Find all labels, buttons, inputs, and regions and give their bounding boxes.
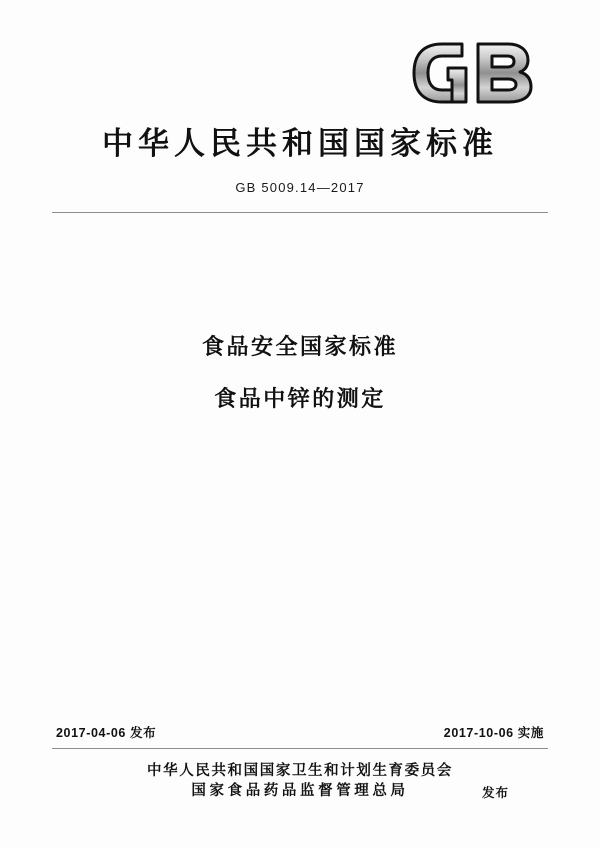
issuer-block [0, 761, 600, 801]
standard-title: 中华人民共和国国家标准 [102, 126, 498, 161]
standard-number: GB 5009.14—2017 [235, 180, 365, 195]
header-divider [52, 212, 548, 213]
issuer-names [147, 761, 509, 801]
document-subtitle: 食品中锌的测定 [214, 386, 386, 411]
gb-logo-icon [408, 38, 538, 108]
publish-label: 发布 [481, 786, 509, 800]
issue-date: 2017-04-06 发布 [56, 726, 157, 740]
effective-date: 2017-10-06 实施 [443, 726, 544, 740]
footer-divider [52, 748, 548, 749]
issuer-line-1: 中华人民共和国国家卫生和计划生育委员会 [147, 763, 453, 779]
issuer-line-2: 国家食品药品监督管理总局 [191, 783, 409, 799]
document-title: 食品安全国家标准 [201, 334, 398, 359]
